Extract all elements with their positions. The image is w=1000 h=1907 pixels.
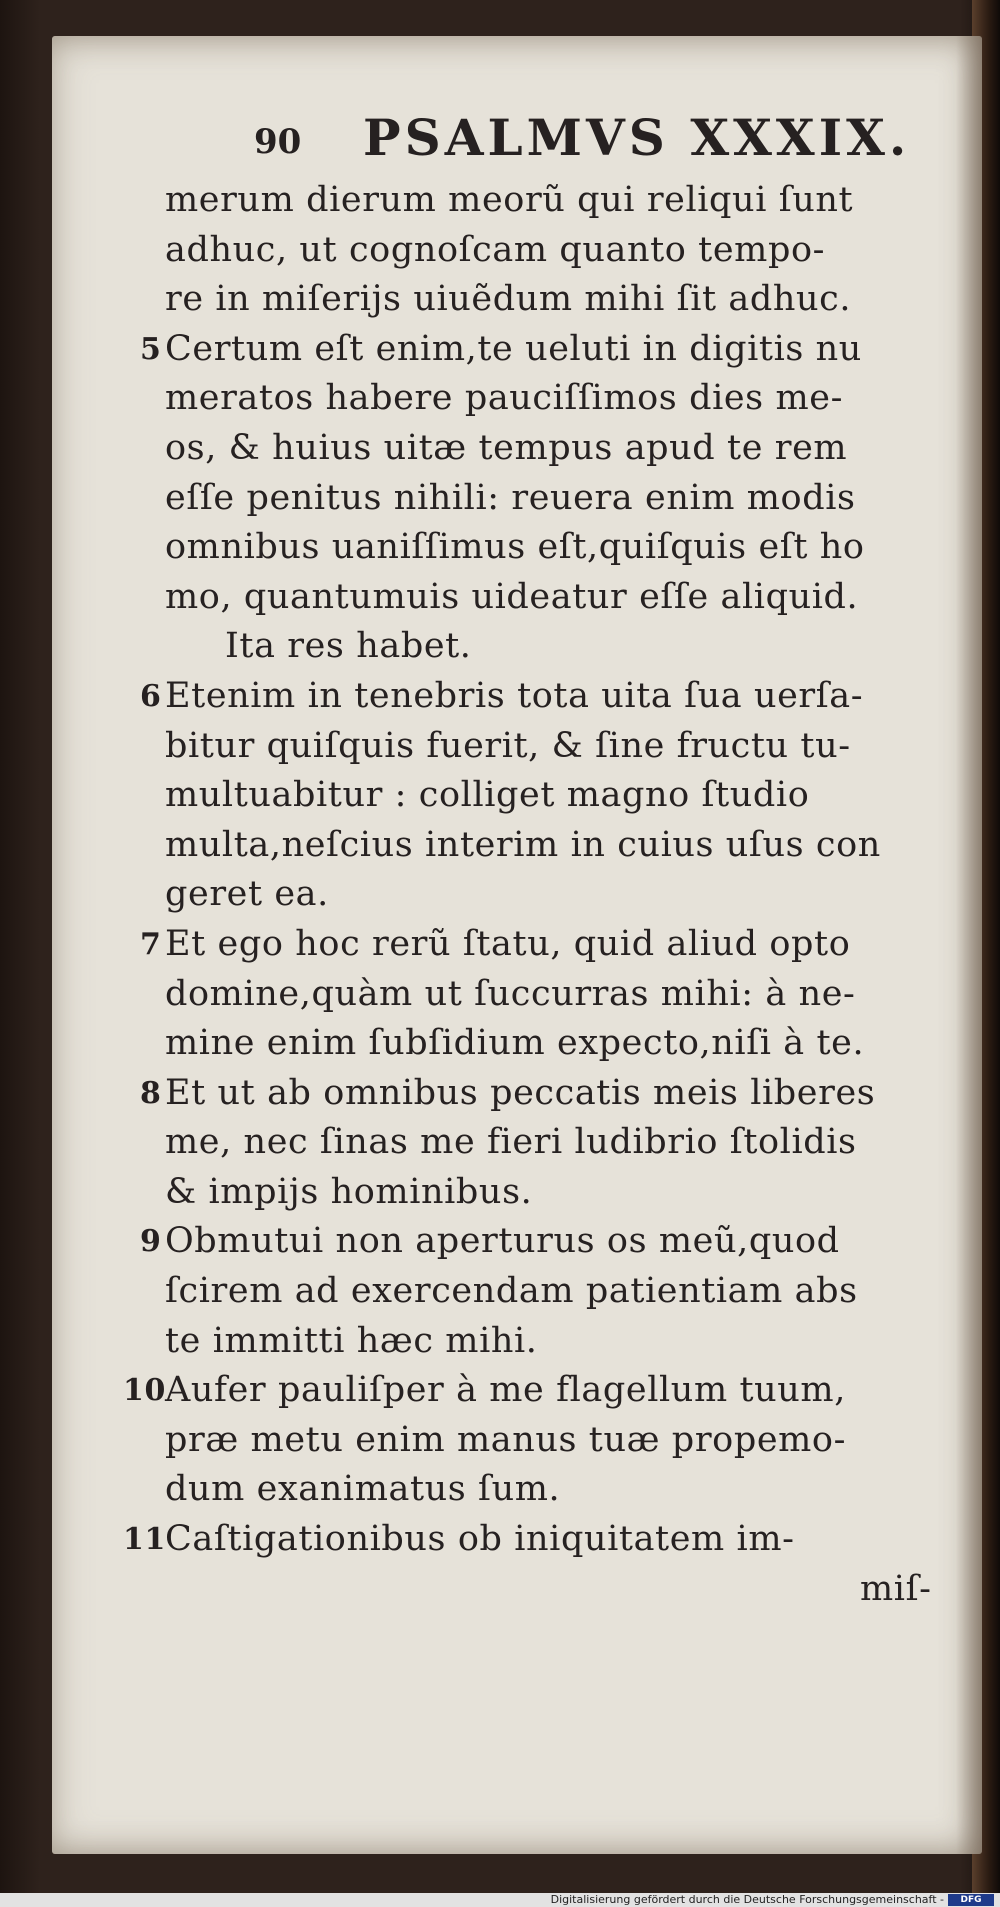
text-line: ſcirem ad exercendam patientiam abs	[165, 1271, 858, 1312]
text-line: Obmutui non aperturus os meũ,quod	[165, 1221, 840, 1262]
text-line: os, & huius uitæ tempus apud te rem	[165, 427, 848, 468]
text-line: Etenim in tenebris tota uita ſua uerſa-	[165, 675, 864, 716]
psalm-title: PSALMVS XXXIX.	[363, 108, 911, 167]
text-line-indented: Ita res habet.	[225, 626, 472, 667]
text-line: dum exanimatus ſum.	[165, 1469, 561, 1510]
verse-10	[123, 1366, 965, 1515]
text-line: multuabitur : colliget magno ſtudio	[165, 775, 810, 816]
text-line: Certum eſt enim,te ueluti in digitis nu	[165, 328, 862, 369]
verse-number: 5	[140, 331, 162, 367]
text-line: multa,neſcius interim in cuius uſus con	[165, 824, 881, 865]
verse-7	[140, 920, 965, 1069]
verse-11	[123, 1515, 965, 1614]
verse-number: 10	[123, 1373, 166, 1409]
verse-6	[140, 672, 965, 920]
running-head	[196, 96, 911, 176]
verse-number: 8	[140, 1075, 162, 1111]
text-line: Et ego hoc rerũ ſtatu, quid aliud opto	[165, 923, 851, 964]
verse-8	[140, 1069, 965, 1218]
verse-number: 6	[140, 678, 162, 714]
text-line: Aufer pauliſper à me flagellum tuum,	[165, 1370, 846, 1411]
text-line: re in miſerijs uiuẽdum mihi ſit adhuc.	[165, 279, 852, 320]
verse-number: 11	[123, 1522, 166, 1558]
page-number: 90	[254, 122, 302, 162]
text-line: mine enim ſubſidium expecto,niſi à te.	[165, 1023, 865, 1064]
text-line: mo, quantumuis uideatur eſſe aliquid.	[165, 576, 859, 617]
text-line: omnibus uaniſſimus eſt,quiſquis eſt ho	[165, 527, 865, 568]
text-line: geret ea.	[165, 874, 329, 915]
psalm-text	[123, 176, 965, 1614]
verse-continuation	[165, 176, 965, 325]
text-line: Et ut ab omnibus peccatis meis liberes	[165, 1072, 876, 1113]
text-line: meratos habere pauciſſimos dies me-	[165, 378, 844, 419]
text-line: bitur quiſquis fuerit, & ſine fructu tu-	[165, 725, 851, 766]
text-line: & impijs hominibus.	[165, 1171, 533, 1212]
dfg-logo: DFG	[948, 1894, 994, 1906]
text-line: merum dierum meorũ qui reliqui ſunt	[165, 180, 854, 220]
text-line: præ metu enim manus tuæ propemo-	[165, 1419, 847, 1460]
verse-number: 9	[140, 1224, 162, 1260]
digitization-credit: Digitalisierung gefördert durch die Deutsche Forschungsgemeinschaft -	[550, 1893, 944, 1906]
text-line: eſſe penitus nihili: reuera enim modis	[165, 477, 856, 518]
text-line: Caſtigationibus ob iniquitatem im-	[165, 1519, 795, 1560]
catchword: miſ-	[860, 1568, 932, 1609]
text-line: te immitti hæc mihi.	[165, 1320, 538, 1361]
text-line: domine,quàm ut ſuccurras mihi: à ne-	[165, 973, 856, 1014]
verse-9	[140, 1217, 965, 1366]
verse-number: 7	[140, 926, 162, 962]
text-line: me, nec ſinas me fieri ludibrio ſtolidis	[165, 1122, 857, 1163]
verse-5	[140, 325, 965, 672]
text-line: adhuc, ut cognoſcam quanto tempo-	[165, 229, 826, 270]
